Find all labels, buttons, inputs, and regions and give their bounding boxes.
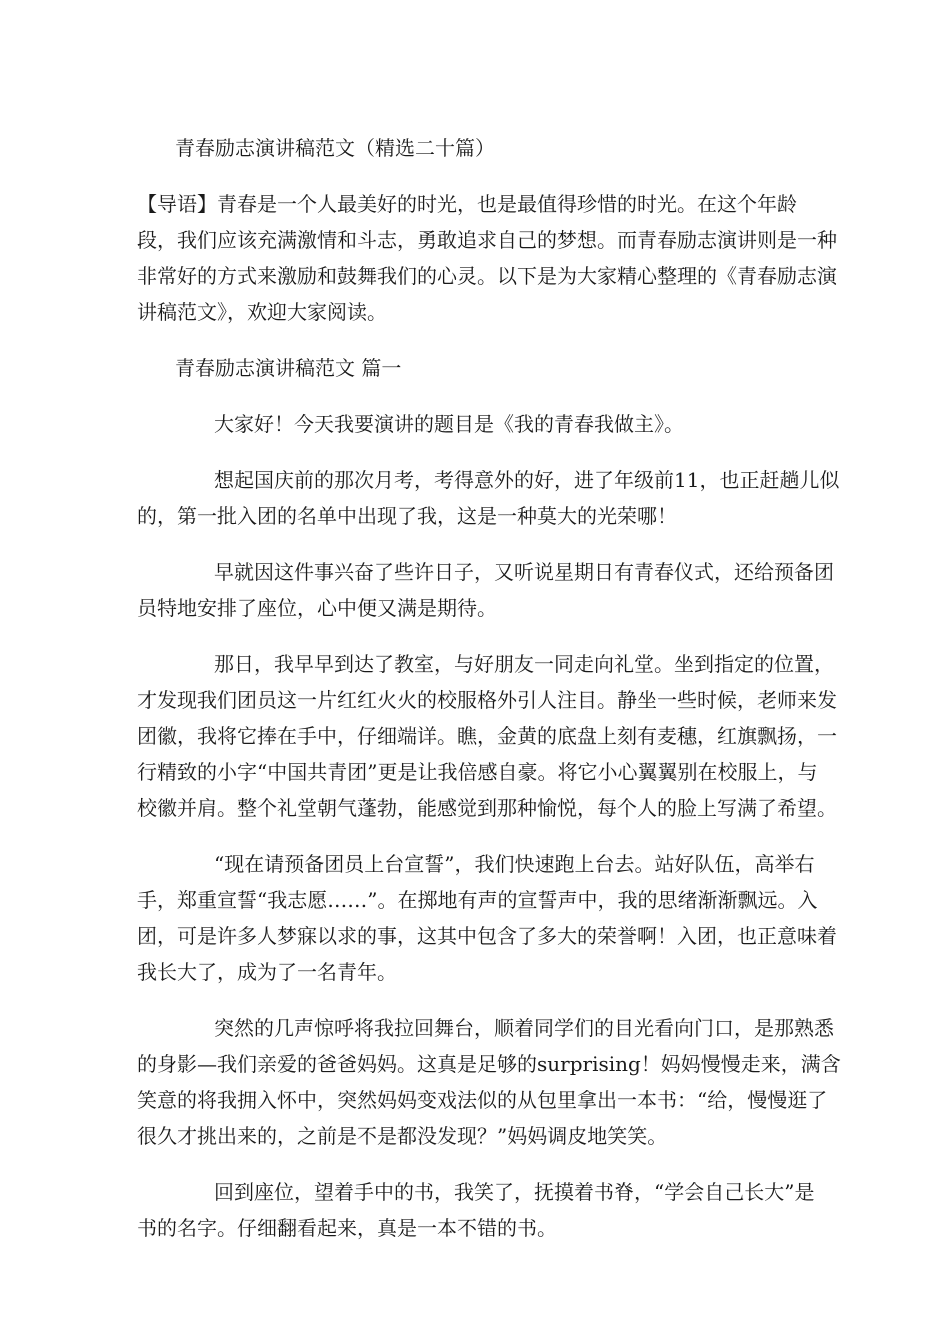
- paragraph-line: 的身影—我们亲爱的爸爸妈妈。这真是足够的surprising！妈妈慢慢走来，满含: [137, 1052, 841, 1076]
- intro-line: 【导语】青春是一个人最美好的时光，也是最值得珍惜的时光。在这个年龄: [137, 192, 797, 216]
- intro-line: 讲稿范文》，欢迎大家阅读。: [137, 300, 387, 324]
- intro-line: 非常好的方式来激励和鼓舞我们的心灵。以下是为大家精心整理的《青春励志演: [137, 264, 837, 288]
- document-title: 青春励志演讲稿范文（精选二十篇）: [175, 136, 495, 160]
- paragraph-line: 的，第一批入团的名单中出现了我，这是一种莫大的光荣哪！: [137, 504, 677, 528]
- paragraph-line: 校徽并肩。整个礼堂朝气蓬勃，能感觉到那种愉悦，每个人的脸上写满了希望。: [137, 796, 837, 820]
- paragraph-line: 很久才挑出来的，之前是不是都没发现？”妈妈调皮地笑笑。: [137, 1124, 668, 1148]
- paragraph-line: 书的名字。仔细翻看起来，真是一本不错的书。: [137, 1216, 557, 1240]
- paragraph-line: 突然的几声惊呼将我拉回舞台，顺着同学们的目光看向门口，是那熟悉: [214, 1016, 834, 1040]
- paragraph-line: 早就因这件事兴奋了些许日子，又听说星期日有青春仪式，还给预备团: [214, 560, 834, 584]
- paragraph-line: 想起国庆前的那次月考，考得意外的好，进了年级前11，也正赶趟儿似: [214, 468, 840, 492]
- paragraph-line: 手，郑重宣誓“我志愿……”。在掷地有声的宣誓声中，我的思绪渐渐飘远。入: [137, 888, 818, 912]
- paragraph-line: 才发现我们团员这一片红红火火的校服格外引人注目。静坐一些时候，老师来发: [137, 688, 837, 712]
- paragraph-line: 团，可是许多人梦寐以求的事，这其中包含了多大的荣誉啊！入团，也正意味着: [137, 924, 837, 948]
- section-title: 青春励志演讲稿范文 篇一: [175, 356, 402, 380]
- paragraph-line: 那日，我早早到达了教室，与好朋友一同走向礼堂。坐到指定的位置，: [214, 652, 834, 676]
- paragraph-line: 员特地安排了座位，心中便又满是期待。: [137, 596, 497, 620]
- paragraph-line: 行精致的小字“中国共青团”更是让我倍感自豪。将它小心翼翼别在校服上，与: [137, 760, 818, 784]
- paragraph-line: 大家好！今天我要演讲的题目是《我的青春我做主》。: [214, 412, 684, 436]
- paragraph-line: “现在请预备团员上台宣誓”，我们快速跑上台去。站好队伍，高举右: [214, 852, 815, 876]
- paragraph-line: 我长大了，成为了一名青年。: [137, 960, 397, 984]
- paragraph-line: 回到座位，望着手中的书，我笑了，抚摸着书脊，“学会自己长大”是: [214, 1180, 815, 1204]
- paragraph-line: 笑意的将我拥入怀中，突然妈妈变戏法似的从包里拿出一本书：“给，慢慢逛了: [137, 1088, 828, 1112]
- paragraph-line: 团徽，我将它捧在手中，仔细端详。瞧，金黄的底盘上刻有麦穗，红旗飘扬，一: [137, 724, 837, 748]
- intro-line: 段，我们应该充满激情和斗志，勇敢追求自己的梦想。而青春励志演讲则是一种: [137, 228, 837, 252]
